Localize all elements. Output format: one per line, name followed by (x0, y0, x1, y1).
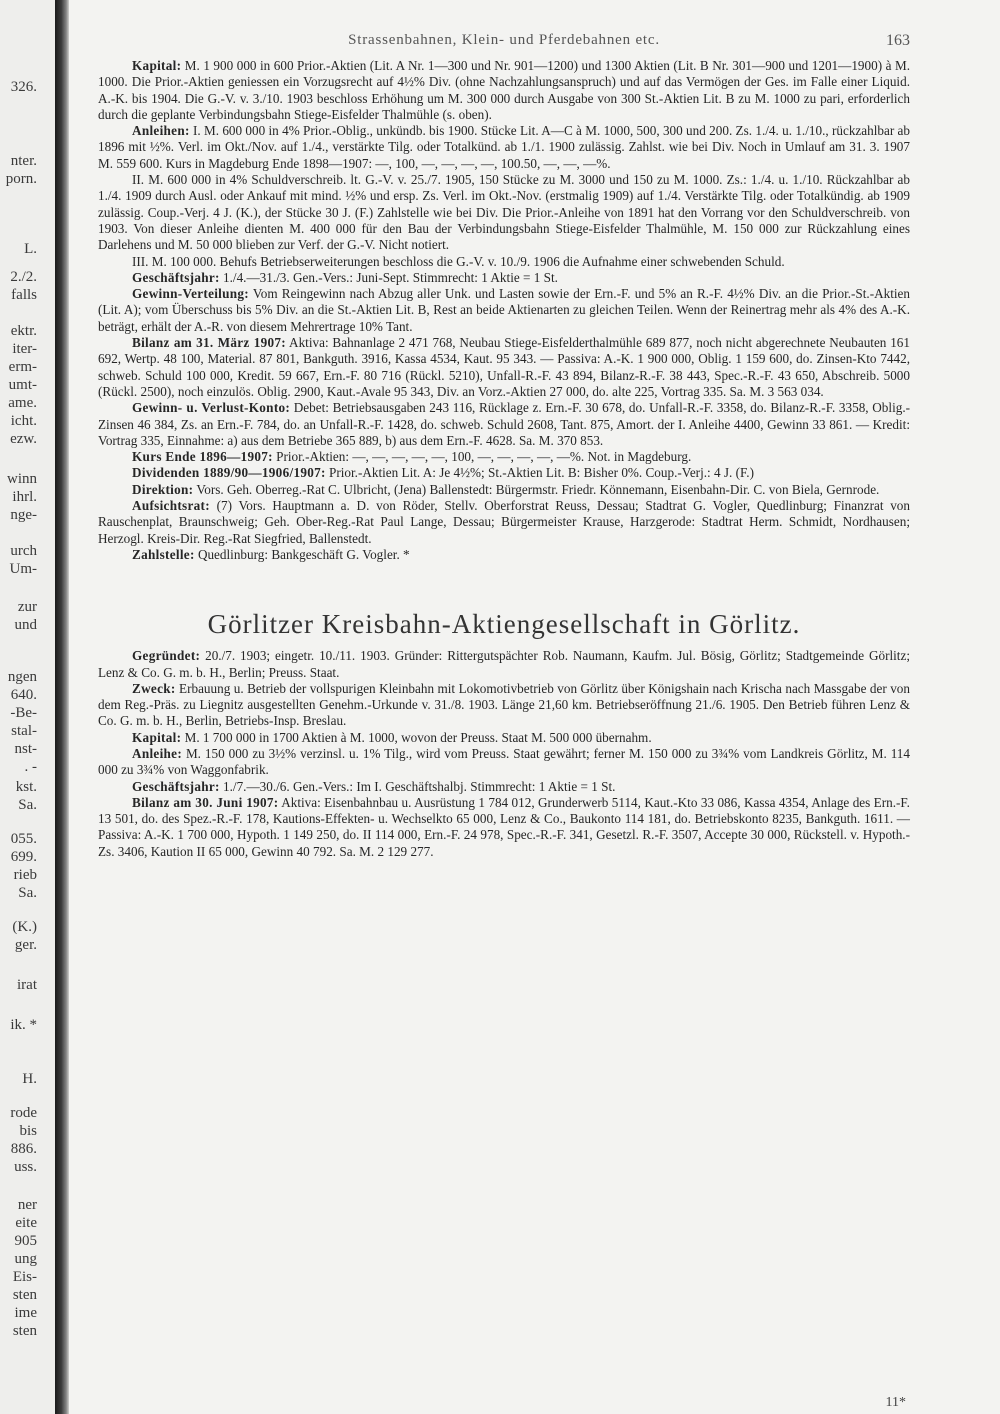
margin-fragment: ame. (8, 395, 37, 411)
margin-fragment: rieb (13, 867, 37, 883)
margin-fragment: Sa. (18, 797, 37, 813)
margin-fragment: 905 (14, 1233, 37, 1249)
margin-fragment: ger. (14, 937, 37, 953)
margin-fragment: -Be- (10, 705, 37, 721)
entry-text: 1./4.—31./3. Gen.-Vers.: Juni-Sept. Stimmrecht: 1 Aktie = 1 St. (219, 269, 558, 285)
entry-paragraph (98, 795, 910, 860)
entry-paragraph (98, 58, 910, 123)
entry-label: Bilanz am 30. Juni 1907: (132, 794, 279, 810)
margin-fragment: rode (10, 1105, 37, 1121)
margin-fragment: kst. (15, 779, 37, 795)
margin-fragment: falls (11, 287, 37, 303)
entry-text: I. M. 600 000 in 4% Prior.-Oblig., unkündb. bis 1900. Stücke Lit. A—C à M. 1000, 500, 300 und 200. Zs. 1./4. u. 1./10., rückzahlbar ab 1896 mit ½%. Verl. im Okt./Nov. auf 1./4., verstärkte Tilg. oder Totalkünd. ab 1./1. 1900 zulässig. Zahlst. wie bei Div. Noch in Umlauf am 31. 3. 1907 M. 559 600. Kurs in Magdeburg Ende 1898—1907: —, 100, —, —, —, —, 100.50, —, —, —%. (98, 123, 910, 171)
entry-text: III. M. 100 000. Behufs Betriebserweiterungen beschloss die G.-V. v. 10./9. 1906 die Aufnahme einer schwebenden Schuld. (132, 253, 785, 269)
entry-text: Prior.-Aktien: —, —, —, —, —, 100, —, —, —, —, —%. Not. in Magdeburg. (272, 449, 692, 465)
entry-paragraph (98, 482, 910, 498)
margin-fragment: sten (12, 1323, 37, 1339)
margin-fragment: zur (17, 599, 37, 615)
entry-label: Geschäftsjahr: (132, 269, 220, 285)
entry-text: 20./7. 1903; eingetr. 10./11. 1903. Gründer: Rittergutspächter Rob. Naumann, Kaufm. Jul. Bösig, Görlitz; Stadtgemeinde Görlitz; Lenz & Co. G. m. b. H., Berlin; Preuss. Staat. (98, 648, 910, 680)
margin-fragment: stal- (11, 723, 37, 739)
entry-paragraph (98, 498, 910, 547)
margin-fragment: . - (24, 759, 37, 775)
entry-paragraph (98, 286, 910, 335)
entry-label: Gewinn-Verteilung: (132, 286, 250, 302)
entry-paragraph (98, 547, 910, 563)
entry-text: Quedlinburg: Bankgeschäft G. Vogler. * (194, 546, 410, 562)
entry-paragraph (98, 335, 910, 400)
entry-text: Vors. Geh. Oberreg.-Rat C. Ulbricht, (Jena) Ballenstedt: Bürgermstr. Friedr. Könnemann, Eisenbahn-Dir. C. von Biela, Gernrode. (193, 481, 880, 497)
entry-paragraph (98, 123, 910, 172)
margin-fragment: 886. (10, 1141, 37, 1157)
entry-text: M. 150 000 zu 3½% verzinsl. u. 1% Tilg., wird vom Preuss. Staat gewährt; ferner M. 150 000 zu 3¾% vom Landkreis Görlitz, M. 114 000 zu 3¾% von Waggonfabrik. (98, 745, 910, 778)
margin-fragment: erm- (8, 359, 37, 375)
margin-fragment: L. (24, 241, 37, 257)
left-page-margin-fragments (0, 0, 55, 1414)
entry-label: Zahlstelle: (132, 546, 195, 562)
margin-fragment: uss. (14, 1159, 37, 1175)
margin-fragment: nter. (10, 153, 37, 169)
entry-label: Gewinn- u. Verlust-Konto: (132, 400, 291, 416)
entry-label: Kurs Ende 1896—1907: (132, 449, 273, 465)
margin-fragment: Um- (9, 561, 37, 577)
entry-paragraph (98, 746, 910, 779)
margin-fragment: eite (15, 1215, 37, 1231)
entry-label: Gegründet: (132, 648, 201, 664)
entry-paragraph (98, 400, 910, 449)
entry-paragraph (98, 465, 910, 481)
section-harzquerbahn-details (98, 58, 910, 563)
margin-fragment: 2./2. (10, 269, 37, 285)
entry-text: II. M. 600 000 in 4% Schuldverschreib. lt. G.-V. v. 25./7. 1905, 150 Stücke zu M. 3000 und 150 zu M. 1000. Zs.: 1./4. u. 1./10. Rückzahlbar ab 1./4. 1909 durch Ausl. oder Ankauf mit mind. ½% und ersp. Zs. Verl. im Okt.-Nov. (erstmalig 1909) auf 1./4. Verstärkte Tilg. oder Totalkündig. ab 1909 zulässig. Coup.-Verj. 4 J. (K.), der Stücke 30 J. (F.) Zahlstelle wie bei Div. Die Prior.-Anleihe von 1891 hat den Vorrang vor den Schuldverschreib. von 1903. Von dieser Anleihe dienten M. 400 000 für den Bau der Verbindungsbahn Stiege-Eisfelder Thalmühle, M. 150 000 zur Rückzahlung eines Darlehens und M. 50 000 blieben zur Verf. der G.-V. Nicht notiert. (98, 172, 910, 253)
entry-label: Kapital: (132, 729, 182, 745)
entry-label: Anleihen: (132, 123, 190, 139)
margin-fragment: winn (7, 471, 37, 487)
entry-label: Zweck: (132, 680, 176, 696)
entry-text: Erbauung u. Betrieb der vollspurigen Kleinbahn mit Lokomotivbetrieb von Görlitz über Königshain nach Krischa nach Massgabe der von dem Reg.-Präs. zu Liegnitz ausgestellten Genehm.-Urkunde v. 31./8. 1903. Länge 21,60 km. Betriebseröffnung 21./6. 1905. Den Betrieb führen Lenz & Co. G. m. b. H., Berlin, Betriebs-Insp. Breslau. (98, 680, 910, 729)
entry-text: Vom Reingewinn nach Abzug aller Unk. und Lasten sowie der Ern.-F. und 5% an R.-F. 4½% Div. an die Prior.-St.-Aktien (Lit. A); vom Überschuss bis 5% Div. an die St.-Aktien Lit. B, Rest an beide Aktienarten zu gleichen Teilen. Wenn der Reinertrag mehr als 4% des A.-K. beträgt, erhält der A.-R. von diesem Mehrertrage 10% Tant. (98, 286, 910, 334)
section-goerlitzer-kreisbahn-details (98, 648, 910, 860)
margin-fragment: nst- (14, 741, 37, 757)
entry-text: 1./7.—30./6. Gen.-Vers.: Im I. Geschäftshalbj. Stimmrecht: 1 Aktie = 1 St. (219, 778, 616, 794)
margin-fragment: umt- (8, 377, 37, 393)
entry-text: Prior.-Aktien Lit. A: Je 4½%; St.-Aktien Lit. B: Bisher 0%. Coup.-Verj.: 4 J. (F.) (325, 465, 754, 481)
margin-fragment: ik. * (10, 1017, 37, 1033)
margin-fragment: 699. (10, 849, 37, 865)
margin-fragment: nge- (10, 507, 37, 523)
entry-label: Aufsichtsrat: (132, 498, 210, 514)
entry-paragraph (98, 270, 910, 286)
margin-fragment: porn. (5, 171, 37, 187)
entry-label: Bilanz am 31. März 1907: (132, 335, 286, 351)
margin-fragment: 055. (10, 831, 37, 847)
margin-fragment: 640. (10, 687, 37, 703)
printer-signature: 11* (885, 1395, 906, 1410)
margin-fragment: ngen (7, 669, 37, 685)
book-gutter (55, 0, 69, 1414)
margin-fragment: und (14, 617, 37, 633)
margin-fragment: Eis- (12, 1269, 37, 1285)
entry-paragraph (98, 648, 910, 681)
entry-text: M. 1 700 000 in 1700 Aktien à M. 1000, wovon der Preuss. Staat M. 500 000 übernahm. (181, 729, 652, 745)
entry-text: M. 1 900 000 in 600 Prior.-Aktien (Lit. A Nr. 1—300 und Nr. 901—1200) und 1300 Aktien (Lit. B Nr. 301—900 und 1201—1900) à M. 1000. Die Prior.-Aktien geniessen ein Vorzugsrecht auf 4½% Div. (ohne Nachzahlungsanspruch) und auf das Vermögen der Ges. im Falle einer Liquid. A.-K. bis 1904. Die G.-V. v. 3./10. 1903 beschloss Erhöhung um M. 300 000 durch Ausgabe von 300 St.-Aktien Lit. B zu M. 1000 zu pari, erforderlich durch die geplante Verbindungsbahn Stiege-Eisfelder Thalmühle (s. oben). (98, 58, 910, 122)
entry-paragraph (98, 449, 910, 465)
margin-fragment: sten (12, 1287, 37, 1303)
entry-label: Dividenden 1889/90—1906/1907: (132, 465, 326, 481)
entry-text: Aktiva: Bahnanlage 2 471 768, Neubau Stiege-Eisfelderthalmühle 689 877, noch nicht abgerechnete Neubauten 161 692, Wertp. 48 100, Material. 87 801, Bankguth. 3916, Kassa 4534, Kaut. 95 343. — Passiva: A.-K. 1 900 000, Oblig. 1 159 600, do. Zinsen-Kto 7442, schweb. Schuld 100 000, Kredit. 59 667, Ern.-F. 80 716 (Rückl. 5210), Unfall-R.-F. 43 894, Bilanz-R.-F. 38 443, Spec.-R.-F. 43 650, Abschreib. 5000 (Rückl. 2500), noch einzulös. Oblig. 2900, Kaut.-Avale 95 343, Div. an Vorz.-Aktien 27 000, do. alte 225, Vortrag 335. Sa. M. 3 563 034. (98, 335, 910, 399)
entry-text: Debet: Betriebsausgaben 243 116, Rücklage z. Ern.-F. 30 678, do. Unfall-R.-F. 3358, do. Bilanz-R.-F. 3358, Oblig.-Zinsen 46 384, Zs. an Ern.-F. 784, do. an Unfall-R.-F. 1428, do. schweb. Schuld 2608, Tant. 875, Amort. der I. Anleihe 4400, Gewinn 33 861. — Kredit: Vortrag 335, Einnahme: a) aus dem Betriebe 365 889, b) aus dem Ern.-F. 4628. Sa. M. 370 853. (98, 400, 911, 448)
margin-fragment: (K.) (12, 919, 37, 935)
margin-fragment: ezw. (10, 431, 37, 447)
margin-fragment: H. (22, 1071, 37, 1087)
margin-fragment: urch (10, 543, 37, 559)
section-title-goerlitzer-kreisbahn: Görlitzer Kreisbahn-Aktiengesellschaft in Görlitz. (207, 609, 801, 640)
margin-fragment: 326. (10, 79, 37, 95)
entry-paragraph (98, 254, 910, 270)
entry-text: (7) Vors. Hauptmann a. D. von Röder, Stellv. Oberforstrat Reuss, Dessau; Stadtrat G. Vogler, Quedlinburg; Finanzrat von Rauschenplat, Braunschweig; Geh. Ober-Reg.-Rat Paul Lange, Dessau; Bürgermeister Krause, Harzgerode: Stadtrat Herm. Schmidt, Nordhausen; Herzogl. Kreis-Dir. Reg.-Rat Siegfried, Ballenstedt. (98, 498, 910, 546)
margin-fragment: irat (17, 977, 37, 993)
margin-fragment: icht. (10, 413, 37, 429)
margin-fragment: ner (17, 1197, 37, 1213)
page-number: 163 (886, 32, 910, 49)
margin-fragment: ung (14, 1251, 37, 1267)
page (98, 32, 910, 1392)
margin-fragment: ihrl. (12, 489, 37, 505)
margin-fragment: iter- (12, 341, 37, 357)
running-head (98, 32, 910, 58)
entry-text: Aktiva: Eisenbahnbau u. Ausrüstung 1 784 012, Grunderwerb 5114, Kaut.-Kto 33 086, Kassa 4354, Anlage des Ern.-F. 13 501, do. des Spez.-R.-F. 178, Kautions-Effekten- u. Wechselkto 65 000, Lenz & Co., Baukonto 114 181, do. Betriebskonto 8235, Bankguth. 1611. — Passiva: A.-K. 1 700 000, Hypoth. 1 149 250, do. II 114 000, Ern.-F. 24 978, Spec.-R.-F. 341, Gesetzl. R.-F. 3507, Accepte 30 000, Rückstell. v. Hypoth.-Zs. 3406, Kaution II 65 000, Gewinn 40 792. Sa. M. 2 129 277. (98, 794, 910, 859)
entry-paragraph (98, 730, 910, 746)
margin-fragment: ektr. (10, 323, 37, 339)
entry-label: Geschäftsjahr: (132, 778, 220, 794)
running-title: Strassenbahnen, Klein- und Pferdebahnen etc. (348, 32, 660, 48)
margin-fragment: Sa. (18, 885, 37, 901)
entry-paragraph (98, 172, 910, 253)
entry-paragraph (98, 681, 910, 730)
entry-paragraph (98, 779, 910, 795)
entry-label: Direktion: (132, 481, 194, 497)
entry-label: Kapital: (132, 58, 182, 73)
entry-label: Anleihe: (132, 745, 183, 761)
margin-fragment: bis (19, 1123, 37, 1139)
margin-fragment: ime (14, 1305, 37, 1321)
